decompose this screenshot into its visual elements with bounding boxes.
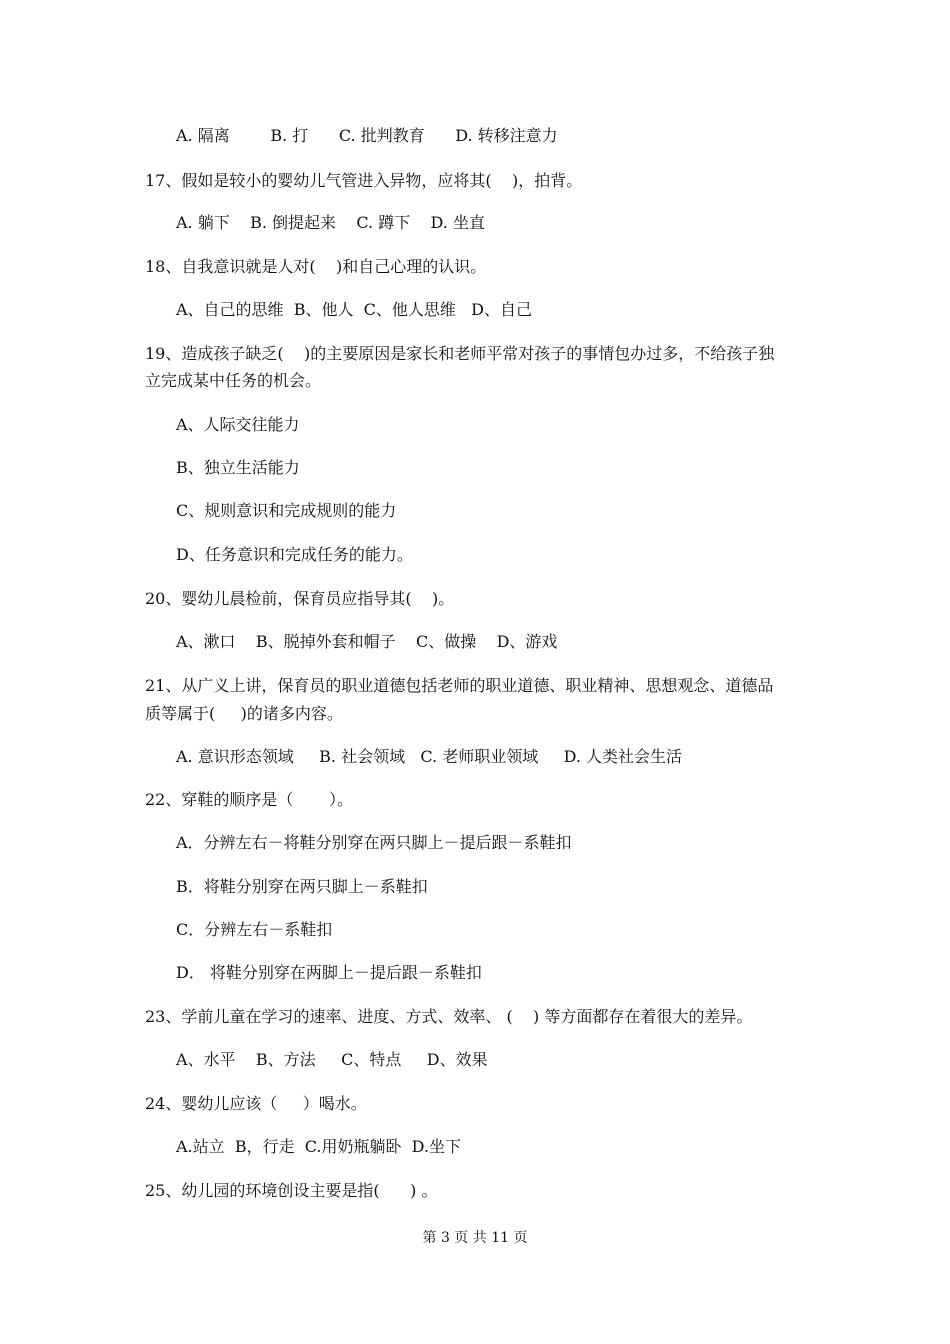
- q19-option-a: A、人际交往能力: [176, 415, 300, 434]
- q18-question: 18、自我意识就是人对( )和自己心理的认识。: [145, 257, 487, 276]
- q16-options: A. 隔离 B. 打 C. 批判教育 D. 转移注意力: [176, 126, 558, 145]
- q22-question: 22、穿鞋的顺序是（ ）。: [145, 790, 353, 809]
- q20-question: 20、婴幼儿晨检前，保育员应指导其( )。: [145, 589, 455, 608]
- q17-options: A. 躺下 B. 倒提起来 C. 蹲下 D. 坐直: [176, 213, 485, 232]
- page-footer: 第 3 页 共 11 页: [422, 1230, 528, 1246]
- q19-option-d: D、任务意识和完成任务的能力。: [176, 545, 413, 564]
- q18-options: A、自己的思维 B、他人 C、他人思维 D、自己: [176, 300, 532, 319]
- q23-options: A、水平 B、方法 C、特点 D、效果: [176, 1050, 488, 1069]
- q22-option-a: A．分辨左右－将鞋分别穿在两只脚上－提后跟－系鞋扣: [176, 833, 572, 852]
- q20-options: A、漱口 B、脱掉外套和帽子 C、做操 D、游戏: [176, 632, 558, 651]
- q17-question: 17、假如是较小的婴幼儿气管进入异物，应将其( )，拍背。: [145, 171, 583, 190]
- q24-options: A.站立 B，行走 C.用奶瓶躺卧 D.坐下: [176, 1137, 462, 1156]
- q21-question-line1: 21、从广义上讲，保育员的职业道德包括老师的职业道德、职业精神、思想观念、道德品: [145, 676, 774, 695]
- q25-question: 25、幼儿园的环境创设主要是指( ) 。: [145, 1181, 438, 1200]
- q23-question: 23、学前儿童在学习的速率、进度、方式、效率、 ( ) 等方面都存在着很大的差异。: [145, 1007, 753, 1026]
- q19-question-line1: 19、造成孩子缺乏( )的主要原因是家长和老师平常对孩子的事情包办过多，不给孩子独: [145, 344, 775, 363]
- q19-option-b: B、独立生活能力: [176, 458, 300, 477]
- q19-option-c: C、规则意识和完成规则的能力: [176, 501, 397, 520]
- q22-option-d: D． 将鞋分别穿在两脚上－提后跟－系鞋扣: [176, 963, 482, 982]
- q21-question-line2: 质等属于( )的诸多内容。: [145, 704, 343, 723]
- q24-question: 24、婴幼儿应该（ ）喝水。: [145, 1094, 367, 1113]
- q22-option-b: B．将鞋分别穿在两只脚上－系鞋扣: [176, 877, 428, 896]
- q21-options: A. 意识形态领域 B. 社会领域 C. 老师职业领域 D. 人类社会生活: [176, 747, 683, 766]
- q19-question-line2: 立完成某中任务的机会。: [145, 371, 322, 390]
- q22-option-c: C．分辨左右－系鞋扣: [176, 920, 333, 939]
